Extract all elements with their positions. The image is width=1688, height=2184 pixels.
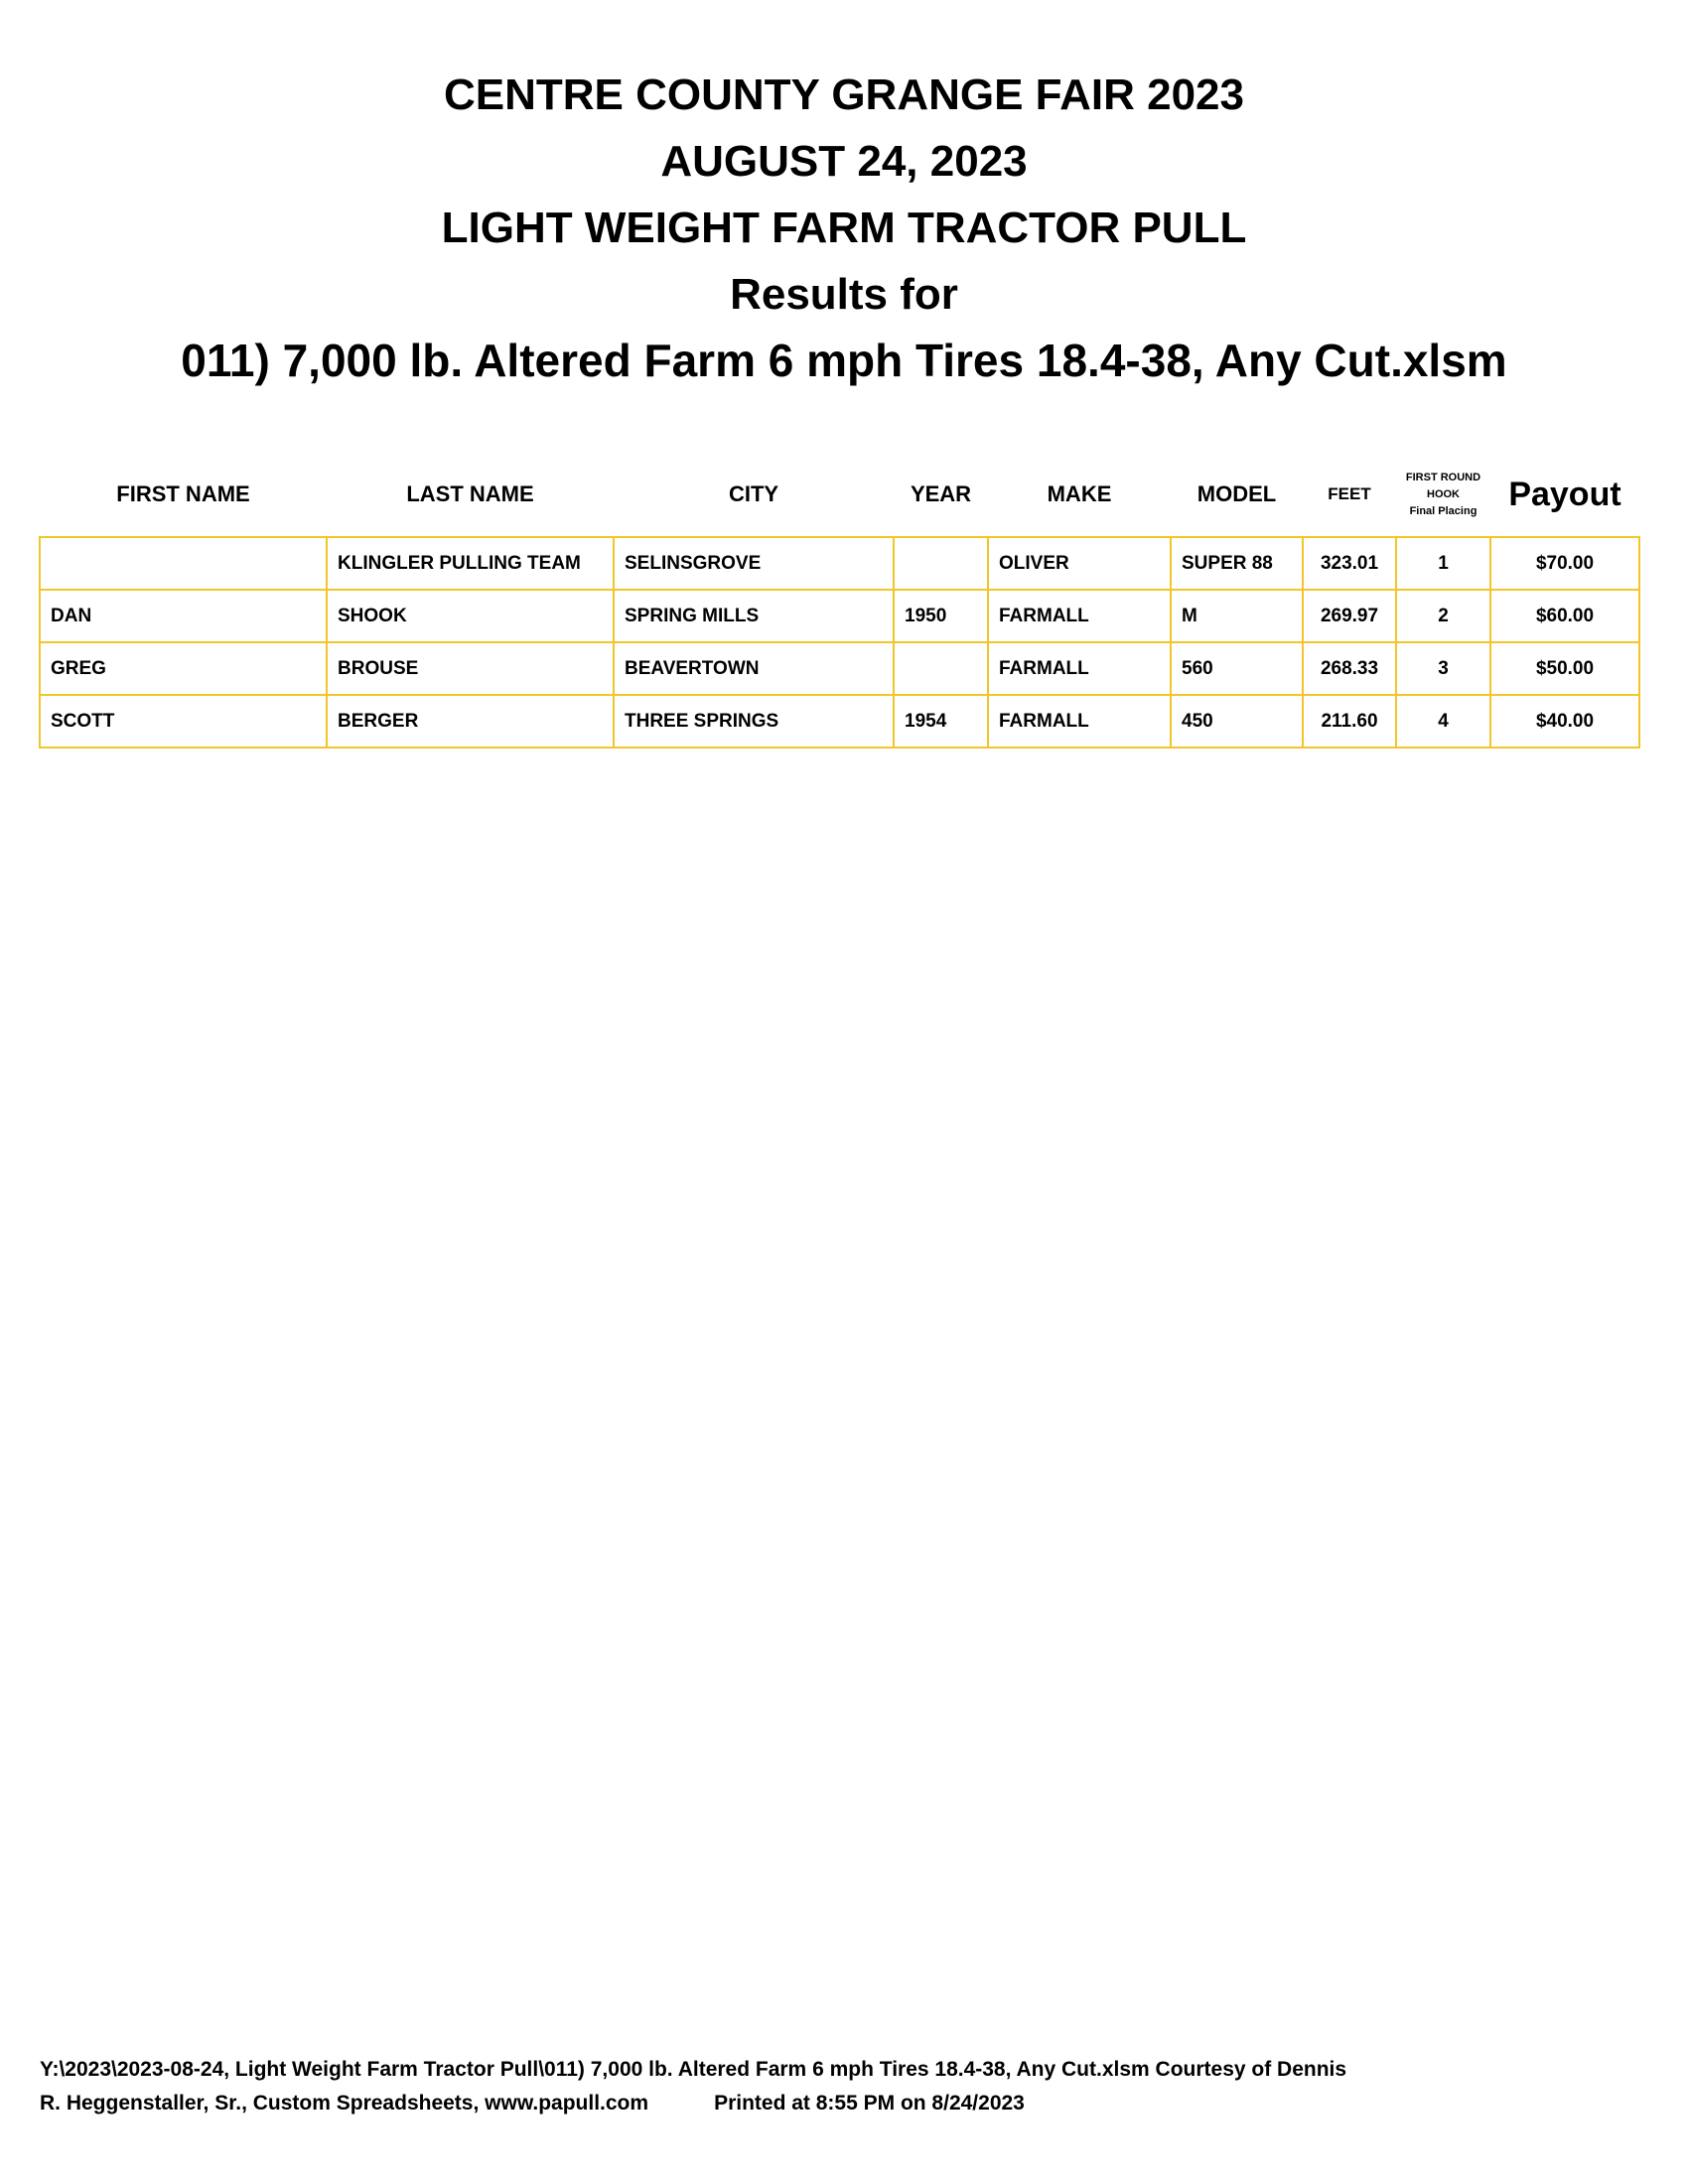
cell-year: 1954: [894, 695, 988, 748]
document-header: [0, 62, 1688, 394]
footer-credits-line: [40, 2087, 1658, 2120]
column-header-make: MAKE: [1047, 481, 1112, 506]
event-name: LIGHT WEIGHT FARM TRACTOR PULL: [441, 204, 1247, 252]
cell-city: SPRING MILLS: [614, 590, 894, 642]
results-table: [39, 455, 1640, 749]
column-header-last-name: LAST NAME: [406, 481, 534, 506]
column-header-first-name: FIRST NAME: [116, 481, 250, 506]
cell-placing: 3: [1396, 642, 1490, 695]
cell-city: THREE SPRINGS: [614, 695, 894, 748]
results-label: Results for: [730, 270, 958, 319]
cell-model: M: [1171, 590, 1303, 642]
cell-last-name: BROUSE: [327, 642, 614, 695]
table-row: [40, 537, 1639, 590]
cell-year: [894, 642, 988, 695]
column-header-year: YEAR: [910, 481, 972, 506]
cell-first-name: GREG: [40, 642, 327, 695]
cell-first-name: SCOTT: [40, 695, 327, 748]
placing-header-line1: FIRST ROUND: [1405, 471, 1481, 483]
cell-payout: $40.00: [1490, 695, 1639, 748]
document-footer: [40, 2053, 1658, 2120]
placing-header-line3: Final Placing: [1409, 504, 1477, 517]
cell-last-name: BERGER: [327, 695, 614, 748]
cell-feet: 269.97: [1303, 590, 1396, 642]
column-header-payout: Payout: [1508, 475, 1621, 513]
cell-placing: 4: [1396, 695, 1490, 748]
cell-year: [894, 537, 988, 590]
cell-payout: $70.00: [1490, 537, 1639, 590]
table-header-row: [40, 455, 1639, 534]
cell-make: FARMALL: [988, 642, 1171, 695]
cell-feet: 211.60: [1303, 695, 1396, 748]
cell-placing: 2: [1396, 590, 1490, 642]
cell-first-name: [40, 537, 327, 590]
cell-city: BEAVERTOWN: [614, 642, 894, 695]
cell-year: 1950: [894, 590, 988, 642]
table-row: [40, 590, 1639, 642]
footer-printed-at: Printed at 8:55 PM on 8/24/2023: [714, 2092, 1025, 2115]
column-header-feet: FEET: [1328, 484, 1371, 503]
table-row: [40, 642, 1639, 695]
event-date: AUGUST 24, 2023: [660, 137, 1028, 186]
cell-model: SUPER 88: [1171, 537, 1303, 590]
table-row: [40, 695, 1639, 748]
cell-city: SELINSGROVE: [614, 537, 894, 590]
cell-last-name: SHOOK: [327, 590, 614, 642]
cell-payout: $50.00: [1490, 642, 1639, 695]
cell-make: FARMALL: [988, 590, 1171, 642]
cell-last-name: KLINGLER PULLING TEAM: [327, 537, 614, 590]
footer-credits: R. Heggenstaller, Sr., Custom Spreadsheets, www.papull.com: [40, 2092, 649, 2115]
cell-make: OLIVER: [988, 537, 1171, 590]
cell-payout: $60.00: [1490, 590, 1639, 642]
cell-placing: 1: [1396, 537, 1490, 590]
cell-feet: 268.33: [1303, 642, 1396, 695]
cell-make: FARMALL: [988, 695, 1171, 748]
column-header-city: CITY: [728, 481, 779, 506]
fair-title: CENTRE COUNTY GRANGE FAIR 2023: [443, 70, 1244, 119]
placing-header-line2: HOOK: [1427, 487, 1460, 500]
column-header-model: MODEL: [1196, 481, 1277, 506]
cell-feet: 323.01: [1303, 537, 1396, 590]
footer-file-path: Y:\2023\2023-08-24, Light Weight Farm Tractor Pull\011) 7,000 lb. Altered Farm 6 mph Tires 18.4-38, Any Cut.xlsm Courtesy of Dennis: [40, 2058, 1347, 2081]
class-name: 011) 7,000 lb. Altered Farm 6 mph Tires 18.4-38, Any Cut.xlsm: [181, 335, 1507, 386]
column-header-placing: [1396, 455, 1490, 534]
cell-model: 560: [1171, 642, 1303, 695]
cell-first-name: DAN: [40, 590, 327, 642]
cell-model: 450: [1171, 695, 1303, 748]
